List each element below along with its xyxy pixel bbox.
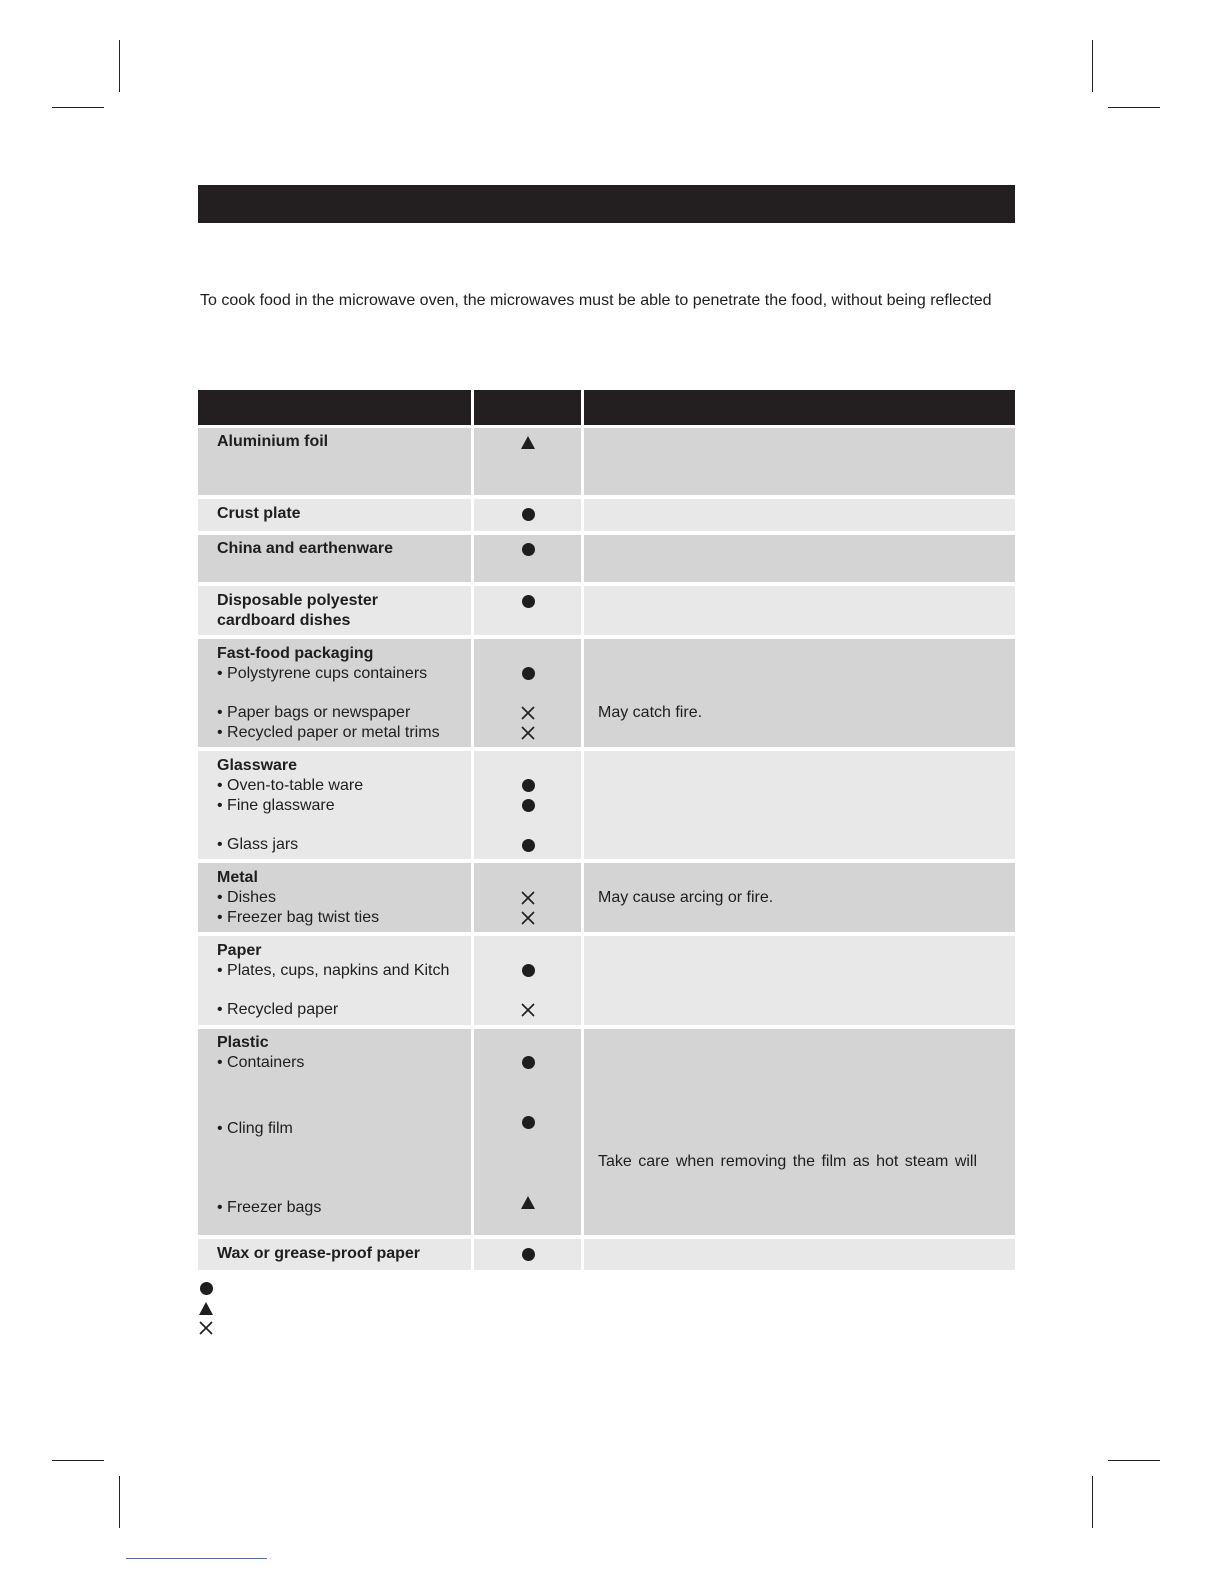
material-item: • Recycled paper or metal trims [217, 724, 440, 741]
suitable-dot-icon [518, 504, 538, 524]
material-item: • Paper bags or newspaper [217, 704, 411, 721]
material-note: Take care when removing the film as hot steam will [598, 1153, 978, 1170]
crop-mark [52, 107, 104, 108]
table-cell [584, 1239, 1015, 1270]
limited-use-triangle-icon [518, 432, 538, 452]
suitable-dot-icon [518, 663, 538, 683]
material-item: • Plates, cups, napkins and Kitch [217, 962, 450, 979]
legend-dot-icon [196, 1278, 216, 1298]
material-label: Metal [217, 869, 258, 886]
suitable-dot-icon [518, 960, 538, 980]
suitable-dot-icon [518, 539, 538, 559]
section-header-bar [198, 185, 1015, 223]
unsuitable-cross-icon [518, 888, 538, 908]
legend-cross-icon [196, 1318, 216, 1338]
table-cell [584, 936, 1015, 1025]
unsuitable-cross-icon [518, 723, 538, 743]
material-item: • Cling film [217, 1120, 293, 1137]
table-cell [584, 499, 1015, 531]
unsuitable-cross-icon [518, 1000, 538, 1020]
material-item: • Recycled paper [217, 1001, 339, 1018]
legend-triangle-icon [196, 1298, 216, 1318]
table-cell [584, 586, 1015, 635]
unsuitable-cross-icon [518, 703, 538, 723]
material-label: Disposable polyester [217, 592, 378, 609]
material-item: • Freezer bags [217, 1199, 322, 1216]
table-header-notes [584, 390, 1015, 425]
material-label: Fast-food packaging [217, 645, 374, 662]
table-cell [584, 639, 1015, 747]
material-label: Wax or grease-proof paper [217, 1245, 421, 1262]
material-item: • Polystyrene cups containers [217, 665, 428, 682]
material-label: Aluminium foil [217, 433, 329, 450]
material-item: • Containers [217, 1054, 305, 1071]
crop-mark [52, 1460, 104, 1461]
suitable-dot-icon [518, 1052, 538, 1072]
table-cell [584, 751, 1015, 859]
suitable-dot-icon [518, 835, 538, 855]
crop-mark [1108, 107, 1160, 108]
crop-mark [119, 1476, 120, 1528]
table-header-suitability [474, 390, 581, 425]
material-label: Glassware [217, 757, 298, 774]
material-item: • Fine glassware [217, 797, 335, 814]
material-label: China and earthenware [217, 540, 394, 557]
material-item: • Dishes [217, 889, 276, 906]
crop-mark [1092, 1476, 1093, 1528]
table-cell [584, 428, 1015, 495]
suitable-dot-icon [518, 1244, 538, 1264]
material-label: cardboard dishes [217, 612, 351, 629]
table-cell [584, 535, 1015, 582]
crop-mark [119, 40, 120, 92]
material-note: May cause arcing or fire. [598, 889, 774, 906]
material-label: Paper [217, 942, 262, 959]
intro-paragraph: To cook food in the microwave oven, the microwaves must be able to penetrate the food, without being reflected [200, 292, 992, 309]
material-item: • Glass jars [217, 836, 299, 853]
material-item: • Oven-to-table ware [217, 777, 364, 794]
limited-use-triangle-icon [518, 1192, 538, 1212]
material-item: • Freezer bag twist ties [217, 909, 380, 926]
material-label: Crust plate [217, 505, 301, 522]
crop-mark [1092, 40, 1093, 92]
crop-mark [1108, 1460, 1160, 1461]
table-cell [584, 1029, 1015, 1235]
suitable-dot-icon [518, 1112, 538, 1132]
unsuitable-cross-icon [518, 908, 538, 928]
material-label: Plastic [217, 1034, 269, 1051]
material-note: May catch fire. [598, 704, 703, 721]
suitable-dot-icon [518, 795, 538, 815]
footer-rule [126, 1558, 267, 1559]
suitable-dot-icon [518, 591, 538, 611]
suitable-dot-icon [518, 775, 538, 795]
table-header-material [198, 390, 471, 425]
